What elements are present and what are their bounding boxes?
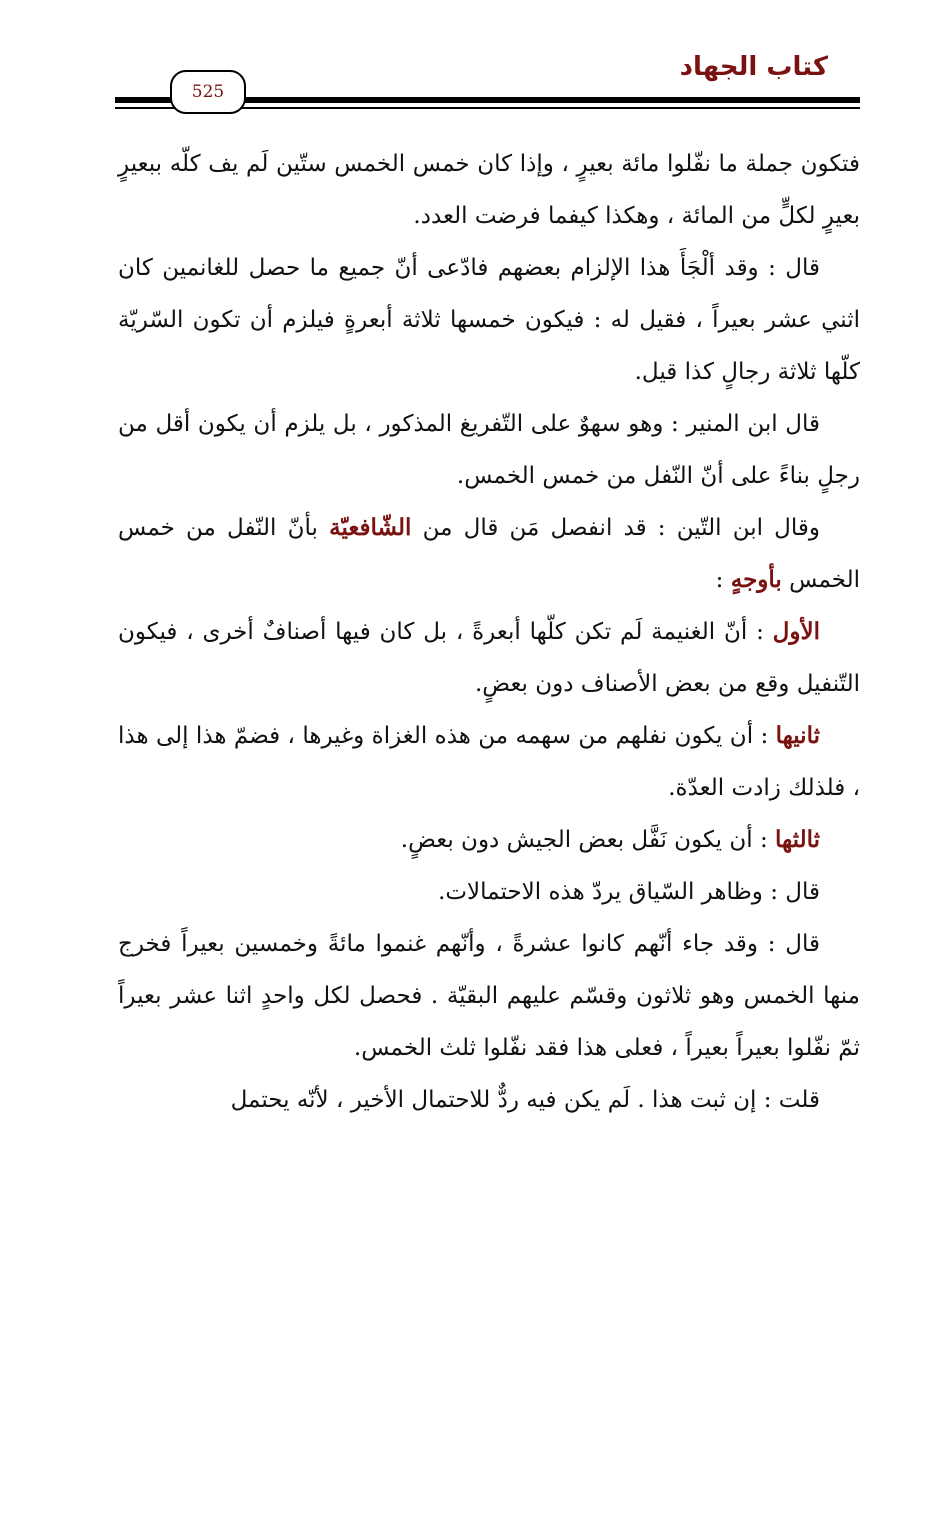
- paragraph-text: قال : وقد ألْجَأَ هذا الإلزام بعضهم فادّعى أنّ جميع ما حصل للغانمين كان اثني عشر بعيراً ، فقيل له : فيكون خمسها ثلاثة أبعرةٍ فيلزم أن تكون السّريّة كلّها ثلاثة رجالٍ كذا قيل.: [118, 255, 860, 385]
- paragraph-text: : أنّ الغنيمة لَم تكن كلّها أبعرةً ، بل كان فيها أصنافٌ أخرى ، فيكون التّنفيل وقع من بعض الأصناف دون بعضٍ.: [118, 619, 860, 697]
- paragraph: [118, 866, 860, 918]
- paragraph: [118, 606, 860, 710]
- paragraph-text: : أن يكون نفلهم من سهمه من هذه الغزاة وغيرها ، فضمّ هذا إلى هذا ، فلذلك زادت العدّة.: [118, 723, 860, 801]
- page-number: 525: [191, 82, 225, 102]
- paragraph-text: بأنّ النّفل من خمس الخمس: [118, 515, 860, 593]
- paragraph-text: قال : وظاهر السّياق يردّ هذه الاحتمالات.: [438, 879, 820, 905]
- page-number-badge: [170, 70, 246, 114]
- paragraph: [118, 1074, 860, 1126]
- highlighted-term: ثانيها: [775, 722, 820, 749]
- highlighted-term: الشّافعيّة: [329, 514, 412, 541]
- paragraph-text: : أن يكون نَفَّل بعض الجيش دون بعضٍ.: [400, 827, 776, 853]
- highlighted-term: بأوجهٍ: [730, 566, 782, 593]
- paragraph-text: :: [715, 567, 731, 593]
- paragraph-text: قلت : إن ثبت هذا . لَم يكن فيه ردٌّ للاحتمال الأخير ، لأنّه يحتمل: [230, 1087, 820, 1113]
- paragraph-text: قال ابن المنير : وهو سهوٌ على التّفريغ المذكور ، بل يلزم أن يكون أقل من رجلٍ بناءً على أنّ النّفل من خمس الخمس.: [118, 411, 860, 489]
- paragraph-text: فتكون جملة ما نفّلوا مائة بعيرٍ ، وإذا كان خمس الخمس ستّين لَم يف كلّه ببعيرٍ بعيرٍ لكلٍّ من المائة ، وهكذا كيفما فرضت العدد.: [118, 151, 860, 229]
- paragraph: [118, 814, 860, 866]
- highlighted-term: الأول: [772, 618, 820, 645]
- paragraph: [118, 502, 860, 606]
- paragraph-text: وقال ابن التّين : قد انفصل مَن قال من: [411, 515, 821, 541]
- paragraph: [118, 138, 860, 242]
- paragraph: [118, 710, 860, 814]
- paragraph: [118, 918, 860, 1074]
- running-header-title: كتاب الجهاد: [679, 52, 828, 82]
- paragraph-text: قال : وقد جاء أنّهم كانوا عشرةً ، وأنّهم غنموا مائةً وخمسين بعيراً فخرج منها الخمس وهو ثلاثون وقسّم عليهم البقيّة . فحصل لكل واحدٍ اثنا عشر بعيراً ثمّ نفّلوا بعيراً بعيراً ، فعلى هذا فقد نفّلوا ثلث الخمس.: [118, 931, 860, 1061]
- paragraph: [118, 398, 860, 502]
- highlighted-term: ثالثها: [775, 826, 820, 853]
- paragraph: [118, 242, 860, 398]
- body-text: [118, 138, 860, 1126]
